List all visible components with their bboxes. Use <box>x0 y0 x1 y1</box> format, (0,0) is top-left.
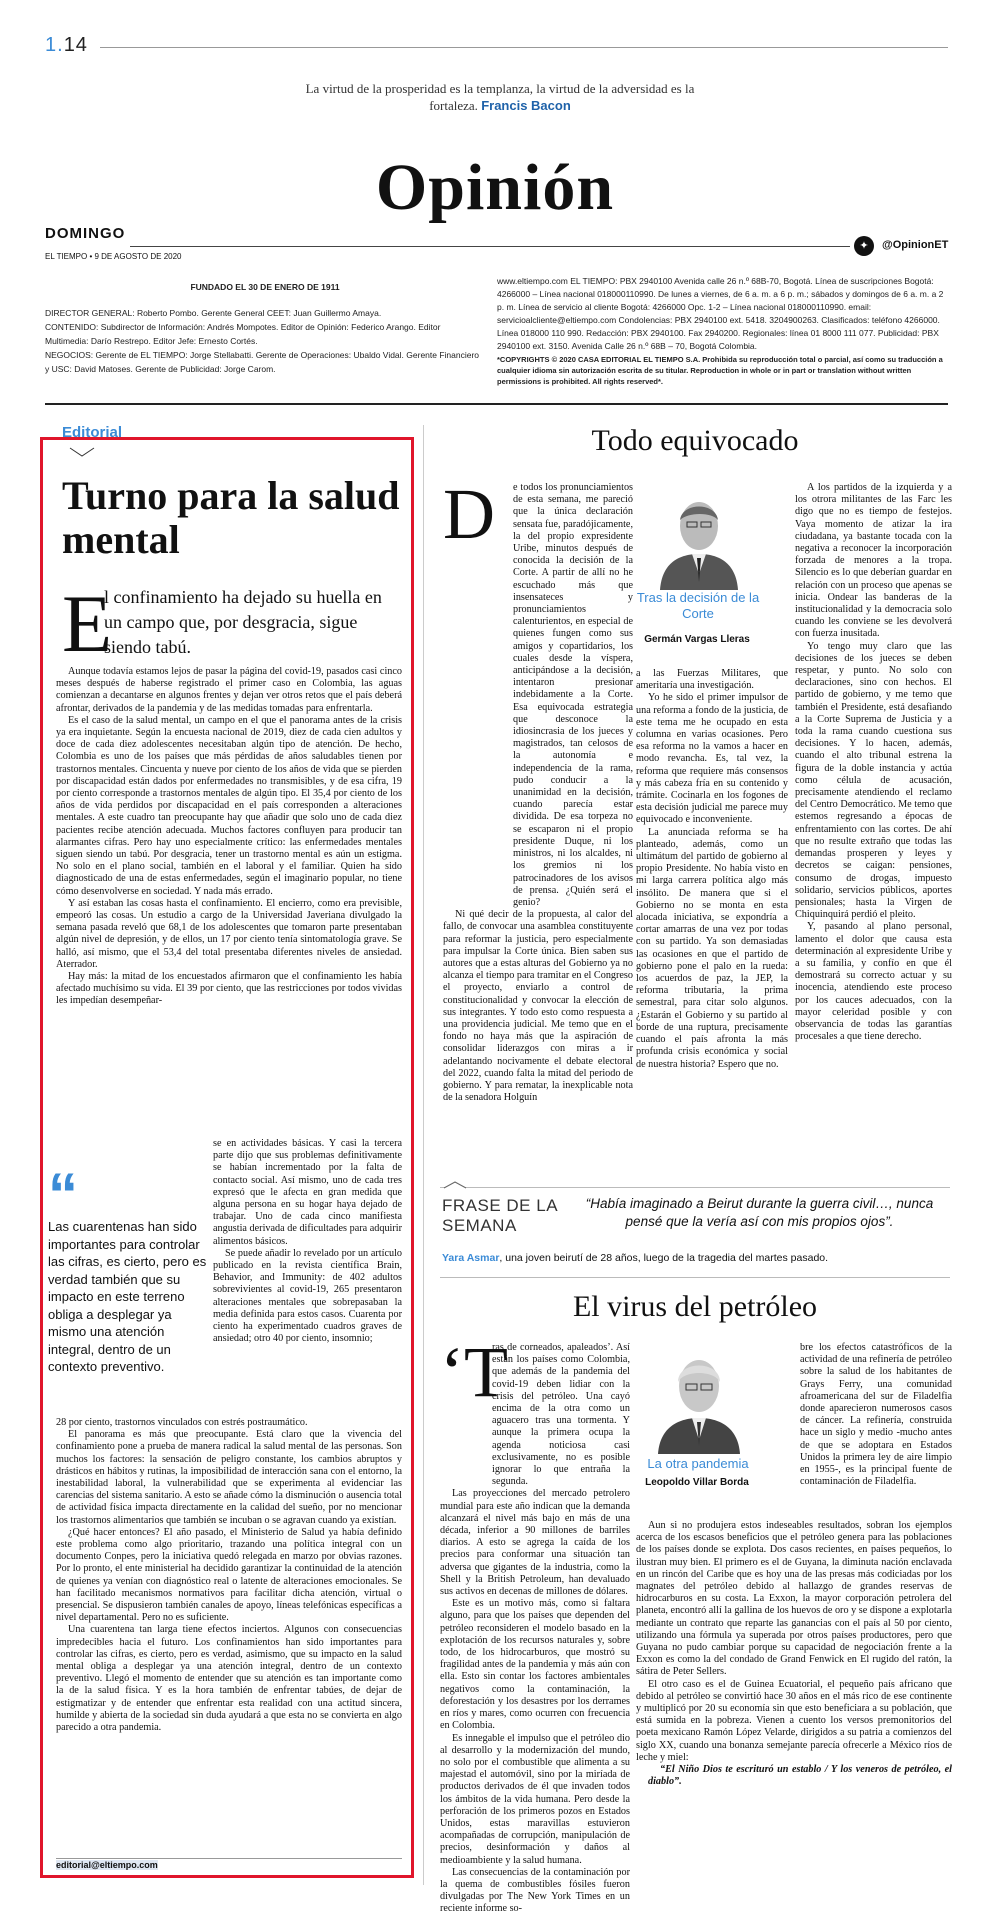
column1-text-a <box>443 474 633 1104</box>
masthead-staff <box>45 280 485 376</box>
paragraph: El panorama es más que preocupante. Está claro que la vivencia del confinamiento pone a prueba de manera radical la salud mental de las personas. Son muchos los factores: la sensación de peligro constante, los cambios abruptos y drásticos en hábitos y rutinas, la imposibilidad de interacción sana con el entorno, la inestabilidad laboral, la vulnerabilidad que se experimenta al evidenciar las carencias del sistema sanitario. A esto se añade cómo la disminución o ausencia total de actividad física impacta directamente en la calidad del sueño, por no mencionar los trastornos alimentarios que también se incuban o se agravan cuando ya existían. <box>56 1429 402 1526</box>
frase-context: , una joven beirutí de 28 años, luego de la tragedia del martes pasado. <box>499 1252 829 1264</box>
editorial-body-bottom <box>56 1417 402 1734</box>
paragraph: A los partidos de la izquierda y a los otrora militantes de las Farc les digo que no es tiempo de festejos. Vaya momento de atizar la ira ciudadana, ya bastante tocada con la negativa a reconocer la incorporación forzada de menores a la tropa. Silencio es lo que deberían guardar en relación con un proceso que apenas se inicia. Ondear las banderas de la institucionalidad y la democracia solo cuando les conviene se les devolverá con fuerza inusitada. <box>795 482 952 640</box>
frase-quote: “Había imaginado a Beirut durante la guerra civil…, nunca pensé que la vería así con mis propios ojos”. <box>585 1196 934 1229</box>
column2-text-b <box>800 1342 952 1488</box>
poem-verse: “El Niño Dios te escrituró un establo / Y los veneros de petróleo, el diablo”. <box>648 1764 952 1788</box>
column2-text-a <box>440 1332 630 1916</box>
frase-attribution <box>442 1252 952 1264</box>
paragraph: Y así estaban las cosas hasta el confinamiento. El encierro, como era previsible, empeoró las cosas. Un estudio a cargo de la Universidad Javeriana divulgado la semana pasada reveló que 68,1 de los adolescentes que tomaron parte presentaban algún nivel de depresión, y de ellos, un 17 por ciento tenía sintomatología grave. Se halló, así mismo, que el 53,4 del total presentaba diferentes niveles de ansiedad. Aterrador. <box>56 897 402 970</box>
column2-author: Leopoldo Villar Borda <box>645 1477 749 1488</box>
weekday: DOMINGO <box>45 225 126 242</box>
paragraph: e todos los pronunciamientos de esta semana, me pareció que la única declaración sensata fue, paradójicamente, la del propio expresidente Uribe, minutos después de conocida la decisión de la Corte. A partir de allí no he escuchado más que insensateces y pronunciamientos calenturientos, en especial de quienes fungen como sus amigos y copartidarios, los cuales desde la víspera, anticipándose a la decisión, intentaron presionar indebidamente a la Corte. Esa equivocada estrategia que desconoce la idiosincrasia de los jueces y magistrados, tan celosos de la autonomía e independencia de la rama, pudo conducir a la unanimidad en la decisión, cuando parecía estar dividida. De esa torpeza no se escaparon ni el propio presidente Duque, ni los ministros, ni los alcaldes, ni los gremios ni los patrocinadores de los avisos de prensa. ¿Quién será el genio? <box>513 482 633 908</box>
paragraph: El otro caso es el de Guinea Ecuatorial, el pequeño país africano que debido al petróleo se convirtió hace 30 años en el más rico de ese continente y multiplicó por 20 su economía sin que esto beneficiara a su población, que está sumida en la pobreza. Vienen a cuento los versos premonitorios del poeta mexicano Ramón López Velarde, dirigidos a su patria a comienzos del siglo XX, cuando una bonanza semejante parecía ofrecerle a México ríos de leche y miel: <box>636 1678 952 1763</box>
paragraph: ras de corneados, apaleados’. Así están los países como Colombia, que además de la pandemia del covid-19 deben lidiar con la crisis del petróleo. Una cayó encima de la otra como un aguacero tras una tormenta. Y aunque la primera ocupa la agenda noticiosa casi exclusivamente, no es posible ignorar lo que entraña la segunda. <box>492 1342 630 1488</box>
paragraph: La anunciada reforma se ha planteado, además, como un ultimátum del partido de gobierno al propio Presidente. No había visto en mi larga carrera política algo más insólito. De manera que si el Gobierno no se monta en esta alocada iniciativa, se expondría a cortar amarras de una vez por todas con su partido. Ya son demasiadas las ocasiones en que el partido de gobierno pone el palo en la rueda: los acuerdos de paz, la JEP, la reforma tributaria, la prima semestral, para citar solo algunos. ¿Estarán el Gobierno y su partido al borde de una ruptura, precisamente cuando el país afronta la más profunda crisis económica y social de nuestra historia? Espero que no. <box>636 826 788 1070</box>
header-rule <box>100 47 948 48</box>
copyright-notice: *COPYRIGHTS © 2020 CASA EDITORIAL EL TIEMPO S.A. Prohibida su reproducción total o parcial, así como su traducción a cualquier idioma sin autorización escrita de su titular. Reproduction in whole or in part or translation without written permissions is prohibited. All rights reserved*. <box>497 355 943 386</box>
staff-content: CONTENIDO: Subdirector de Información: Andrés Mompotes. Editor de Opinión: Federico Arango. Editor Multimedia: Darío Restrepo. Editor Jefe: Ernesto Cortés. <box>45 322 441 346</box>
column2-text-c <box>636 1520 952 1788</box>
column1-tag: Tras la decisión de la Corte <box>636 590 760 621</box>
column2-title: El virus del petróleo <box>572 1290 818 1323</box>
chevron-up-icon <box>444 1181 466 1189</box>
editorial-email-link[interactable]: editorial@eltiempo.com <box>56 1860 158 1870</box>
frase-bottom-rule <box>440 1277 950 1278</box>
page-number: 1.14 <box>45 34 88 56</box>
paragraph: Yo he sido el primer impulsor de una reforma a fondo de la justicia, de este tema me he ocupado en esta columna en varias ocasiones. Pero esa reforma no la vamos a hacer en modo revancha. Es, tal vez, la reforma que requiere más consensos y más cabeza fría en su contenido y trámite. Cocinarla en los fogones de esta decisión judicial me parece muy equivocado e inconveniente. <box>636 692 788 826</box>
issue-date: EL TIEMPO • 9 DE AGOSTO DE 2020 <box>45 252 182 261</box>
frase-label: FRASE DE LA SEMANA <box>442 1196 558 1235</box>
paragraph: a las Fuerzas Militares, que ameritaría una investigación. <box>636 668 788 692</box>
paragraph: ¿Qué hacer entonces? El año pasado, el Ministerio de Salud ya había definido este problema como algo prioritario, trazando una política integral con un documento Conpes, pero la iniciativa quedó relegada en marzo por obvias razones. Por lo pronto, el ente ministerial ha decidido garantizar la continuidad de la atención de quienes ya venían con diagnóstico real o latente de alteraciones emocionales. Se han facilitado mecanismos normativos para facilitar dicha atención, virtual o presencial. Se dispusieron también canales de apoyo, líneas telefónicas específicas a nivel departamental. Pero no es suficiente. <box>56 1526 402 1624</box>
paragraph: Es el caso de la salud mental, un campo en el que el panorama antes de la crisis ya era inquietante. Según la encuesta nacional de 2019, diez de cada cien adultos y doce de cada diez adolescentes necesitaban algún tipo de atención. De hecho, Colombia es uno de los países que más pérdidas de años saludables tienen por trastornos mentales. Cincuenta y nueve por ciento de los años de vida que se pierden por discapacidad están dados por enfermedades no transmisibles, y de esa cifra, 19 por ciento corresponde a trastornos mentales de algún tipo. El 35,4 por ciento de los años de vida perdidos por discapacidad en el país corresponden a alteraciones mentales. A este cuadro tan preocupante hay que añadir que solo uno de cada diez pacientes recibe atención adecuada. Muchos factores confluyen para producir tan alarmantes cifras. Pero hay uno especialmente crítico: las enfermedades mentales siguen siendo un tabú. Por desgracia, tener un trastorno mental es aún un estigma. No solo en el plano social, también en el laboral y el familiar. Quien ha sido diagnosticado de una de estas enfermedades, según el imaginario popular, no tiene cómo desenvolverse en sociedad. Y nada más errado. <box>56 714 402 897</box>
column2-tag: La otra pandemia <box>647 1456 749 1471</box>
column2-drop-cap: ‘T <box>440 1332 508 1412</box>
quote-author: Francis Bacon <box>481 98 571 113</box>
quote-text: La virtud de la prosperidad es la templanza, la virtud de la adversidad es la fortaleza. <box>305 81 695 113</box>
column1-text-b <box>636 668 788 1071</box>
paragraph: Se puede añadir lo revelado por un artículo publicado en la revista científica Brain, Behavior, and Immunity: de 402 adultos sobrevivientes al covid-19, 265 presentaron alteraciones mentales que sobrepasaban la media definida para estos casos. Cuarenta por ciento ha experimentado cuadros graves de ansiedad; otro 40 por ciento, insomnio; <box>213 1247 402 1345</box>
header-quote <box>300 80 700 114</box>
paragraph: Y, pasando al plano personal, lamento el dolor que causa esta determinación al expresidente Uribe y a su familia, y confío en que él demostrará su correcto actuar y su inocencia, atendiendo este proceso por los cauces adecuados, con la mayor celeridad posible y con observancia de todas las garantías procesales a que tiene derecho. <box>795 921 952 1043</box>
paragraph: Hay más: la mitad de los encuestados afirmaron que el confinamiento les había afectado muchísimo su vida. El 39 por ciento, que las restricciones por todos vividas les impedían desempeñar- <box>56 971 402 1007</box>
twitter-handle[interactable]: @OpinionET <box>882 239 949 251</box>
paragraph: Las consecuencias de la contaminación por la quema de combustibles fósiles fueron divulgadas por The New York Times en un reciente informe so- <box>440 1866 630 1915</box>
founded-line: FUNDADO EL 30 DE ENERO DE 1911 <box>190 282 340 292</box>
paragraph: bre los efectos catastróficos de la actividad de una refinería de petróleo sobre la salud de los habitantes de Grays Ferry, una comunidad afroamericana del sur de Filadelfia donde aparecieron numerosos casos de cáncer. La refinería, construida hace un siglo y medio -mucho antes de que se adoptara en Estados Unidos la primera ley de aire limpio en 1955-, es la principal fuente de contaminación de Filadelfia. <box>800 1342 952 1488</box>
column1-drop-cap: D <box>443 474 495 554</box>
editorial-title: Turno para la salud mental <box>62 473 400 562</box>
frase-top-rule <box>440 1187 950 1188</box>
paragraph: Aunque todavía estamos lejos de pasar la página del covid-19, pasados casi cinco meses después de haberse registrado el primer caso en Colombia, las aguas comienzan a decantarse en algunos frentes y dejan ver otros retos que el país deberá afrontar, derivados de la pandemia y de las medidas tomadas para enfrentarla. <box>56 666 402 714</box>
quote-icon: “ <box>48 1161 78 1228</box>
paragraph: Las proyecciones del mercado petrolero mundial para este año indican que la demanda alcanzará el nivel más bajo en más de una década, inferior a 90 millones de barriles diarios. A esto se agrega la caída de los precios para conformar una situación tan adversa que gigantes de la industria, como la Shell y la British Petroleum, han devaluado sus activos en decenas de millones de dólares. <box>440 1488 630 1598</box>
paragraph: Yo tengo muy claro que las decisiones de los jueces se deben respetar, y punto. No solo con declaraciones, sino con hechos. El partido de gobierno, y me temo que también el Presidente, está desafiando a la Corte Suprema de Justicia y a toda la rama cuando cuestiona sus decisiones. Y lo hacen, además, cuando el alto tribunal estrena la figura de la doble instancia y actúa como célula de acusación, precisamente atendiendo el reclamo del Centro Democrático. Me temo que estemos regresando a épocas de enfrentamiento con las cortes. De ahí que no resulte extraño que todas las demandas prosperen y leyes y decretos se caigan: pensiones, consumo de drogas, impuesto solidario, servicios públicos, aportes pensionales; hasta la Virgen de Chiquinquirá perdió el pleito. <box>795 640 952 921</box>
masthead-rule <box>45 403 948 405</box>
frase-speaker: Yara Asmar <box>442 1252 500 1264</box>
staff-direction: DIRECTOR GENERAL: Roberto Pombo. Gerente General CEET: Juan Guillermo Amaya. <box>45 308 382 318</box>
editorial-label: Editorial <box>62 424 123 441</box>
staff-business: NEGOCIOS: Gerente de EL TIEMPO: Jorge Stellabatti. Gerente de Operaciones: Ubaldo Vidal. Gerente Financiero y USC: David Matoses. Gerente de Publicidad: Jorge Carom. <box>45 350 480 374</box>
paragraph: Ni qué decir de la propuesta, al calor del fallo, de convocar una asamblea constituyente para reformar la justicia, pero especialmente para impulsar la Corte única. Bien saben sus autores que a estas alturas del Gobierno ya no alcanza el tiempo para tramitar en el Congreso el proyecto, enviarlo a control de constitucionalidad y convocar la elección de sus integrantes. Y todo esto como respuesta a una providencia judicial. Me temo que en el fondo no haya más que la aspiración de consolidar liderazgos con miras a ir adelantando nocivamente el debate electoral del 2022, cuando falta la mitad del periodo de gobierno. Y para rematar, la inexplicable nota de la senadora Holguín <box>443 909 633 1104</box>
paragraph: se en actividades básicas. Y casi la tercera parte dijo que sus problemas definitivamente se habían incrementado por la falta de contacto social. Así mismo, uno de cada tres expresó que le afecta en gran medida que alguna persona en su hogar haya dejado de trabajar. Uno de cada cinco manifiesta angustia derivada de dificultades para adquirir alimentos básicos. <box>213 1138 402 1247</box>
weekday-rule <box>130 246 850 247</box>
twitter-icon[interactable]: ✦ <box>854 236 874 256</box>
email-rule <box>56 1858 402 1859</box>
paragraph: Es innegable el impulso que el petróleo dio al desarrollo y la modernización del mundo, no solo por el combustible que alimenta a su majestad el automóvil, sino por la miríada de productos derivados de él que invaden todos los ámbitos de la vida humana. Pero desde la perforación de los primeros pozos en Estados Unidos, estas maravillas estuvieron acompañadas de corrupción, manipulación de precios, desinformación y daños al medioambiente y la salud humana. <box>440 1732 630 1866</box>
chevron-down-icon <box>70 447 94 457</box>
paragraph: 28 por ciento, trastornos vinculados con estrés postraumático. <box>56 1417 308 1428</box>
author-portrait-image <box>640 1342 758 1454</box>
column1-text-c <box>795 482 952 1043</box>
editorial-body-top <box>56 666 402 1008</box>
author-portrait-image <box>640 482 758 590</box>
column1-author: Germán Vargas Lleras <box>644 634 750 645</box>
pull-quote: Las cuarentenas han sido importantes para controlar las cifras, es cierto, pero es verdad también que su impacto en este terreno obliga a desplegar ya mismo una atención integral, dentro de un contexto preventivo. <box>48 1219 207 1374</box>
editorial-body-side <box>213 1138 402 1345</box>
masthead-contact: www.eltiempo.com EL TIEMPO: PBX 2940100 Avenida calle 26 n.º 68B-70, Bogotá. Línea de suscripciones Bogotá: 4266000 – Línea nacional 018000110990. De lunes a viernes, de 6 a. m. a 6 p. m.; sábados y domingos de 6 a. m. a 2 p. m. Línea de servicio al cliente Bogotá: 4266000 Opc. 1-2 – Línea nacional 018000110990. email: servicioalcliente@eltiempo.com Condolencias: PBX 2940100 ext. 5418. 3204900263. Clasificados: teléfono 4266000. Línea 018000 110 990. Redacción: PBX 2940100. Fax 2940200. Regionales: línea 01 8000 111 077. Publicidad: PBX 2940100 ext. 3150. Avenida Calle 26 n.º 68B – 70, Bogotá Colombia. <box>497 276 944 351</box>
paragraph: Este es un motivo más, como si faltara alguno, para que los países que dependen del petróleo reconsideren el modelo basado en la explotación de los recursos naturales y, sobre todo, de los hidrocarburos, que mostró su fragilidad antes de la pandemia y más aún con ella. Esto sin contar los factores ambientales negativos como la contaminación, la deforestación y los desastres por los derrames en ríos y mares, como ocurren con frecuencia en Colombia. <box>440 1598 630 1732</box>
paragraph: Aun si no produjera estos indeseables resultados, sobran los ejemplos acerca de los escasos beneficios que el petróleo genera para las poblaciones de los países donde se explota. Dos casos recientes, en países pequeños, lo ilustran muy bien. El primero es el de Guyana, la diminuta nación enclavada en un rincón del Caribe que es hoy una de las presas más codiciadas por los magnates del petróleo debido al hallazgo de grandes reservas de hidrocarburos en su costa. La Exxon, la mayor corporación petrolera del planeta, encontró allí la gallina de los huevos de oro y se dispone a explotarla mediante un contrato que reparte las ganancias con el país al 50 por ciento, utilizando una fórmula ya superada por otros países productores, pero que Guyana no pudo cambiar porque su capacidad de negociación frente a la Exxon es como la del condado de Grand Fenwick en El rugido del ratón, la sátira de Peter Sellers. <box>636 1520 952 1678</box>
section-title: Opinión <box>375 151 615 224</box>
editorial-lead: l confinamiento ha dejado su huella en un campo que, por desgracia, sigue siendo tabú. <box>104 587 382 657</box>
column-divider <box>423 425 424 1885</box>
column1-title: Todo equivocado <box>591 424 799 457</box>
paragraph: Una cuarentena tan larga tiene efectos inciertos. Algunos con consecuencias impredecibles hacia el futuro. Los confinamientos han sido importantes para controlar las cifras, es cierto, pero es verdad, asimismo, que su impacto en la salud mental obliga a desplegar ya una atención integral, dentro de un contexto preventivo. Llegó el momento de entender que su atención es tan importante como la de la salud física. Y es la hora también de enfrentar tabúes, de dejar de estigmatizar y de entender que enfrentar esta realidad con una actitud sincera, humilde y abierta de la sociedad sin duda ayudará a que esta no se convierta en algo parecido a otra pandemia. <box>56 1624 402 1734</box>
editorial-drop-cap: E <box>62 578 113 669</box>
